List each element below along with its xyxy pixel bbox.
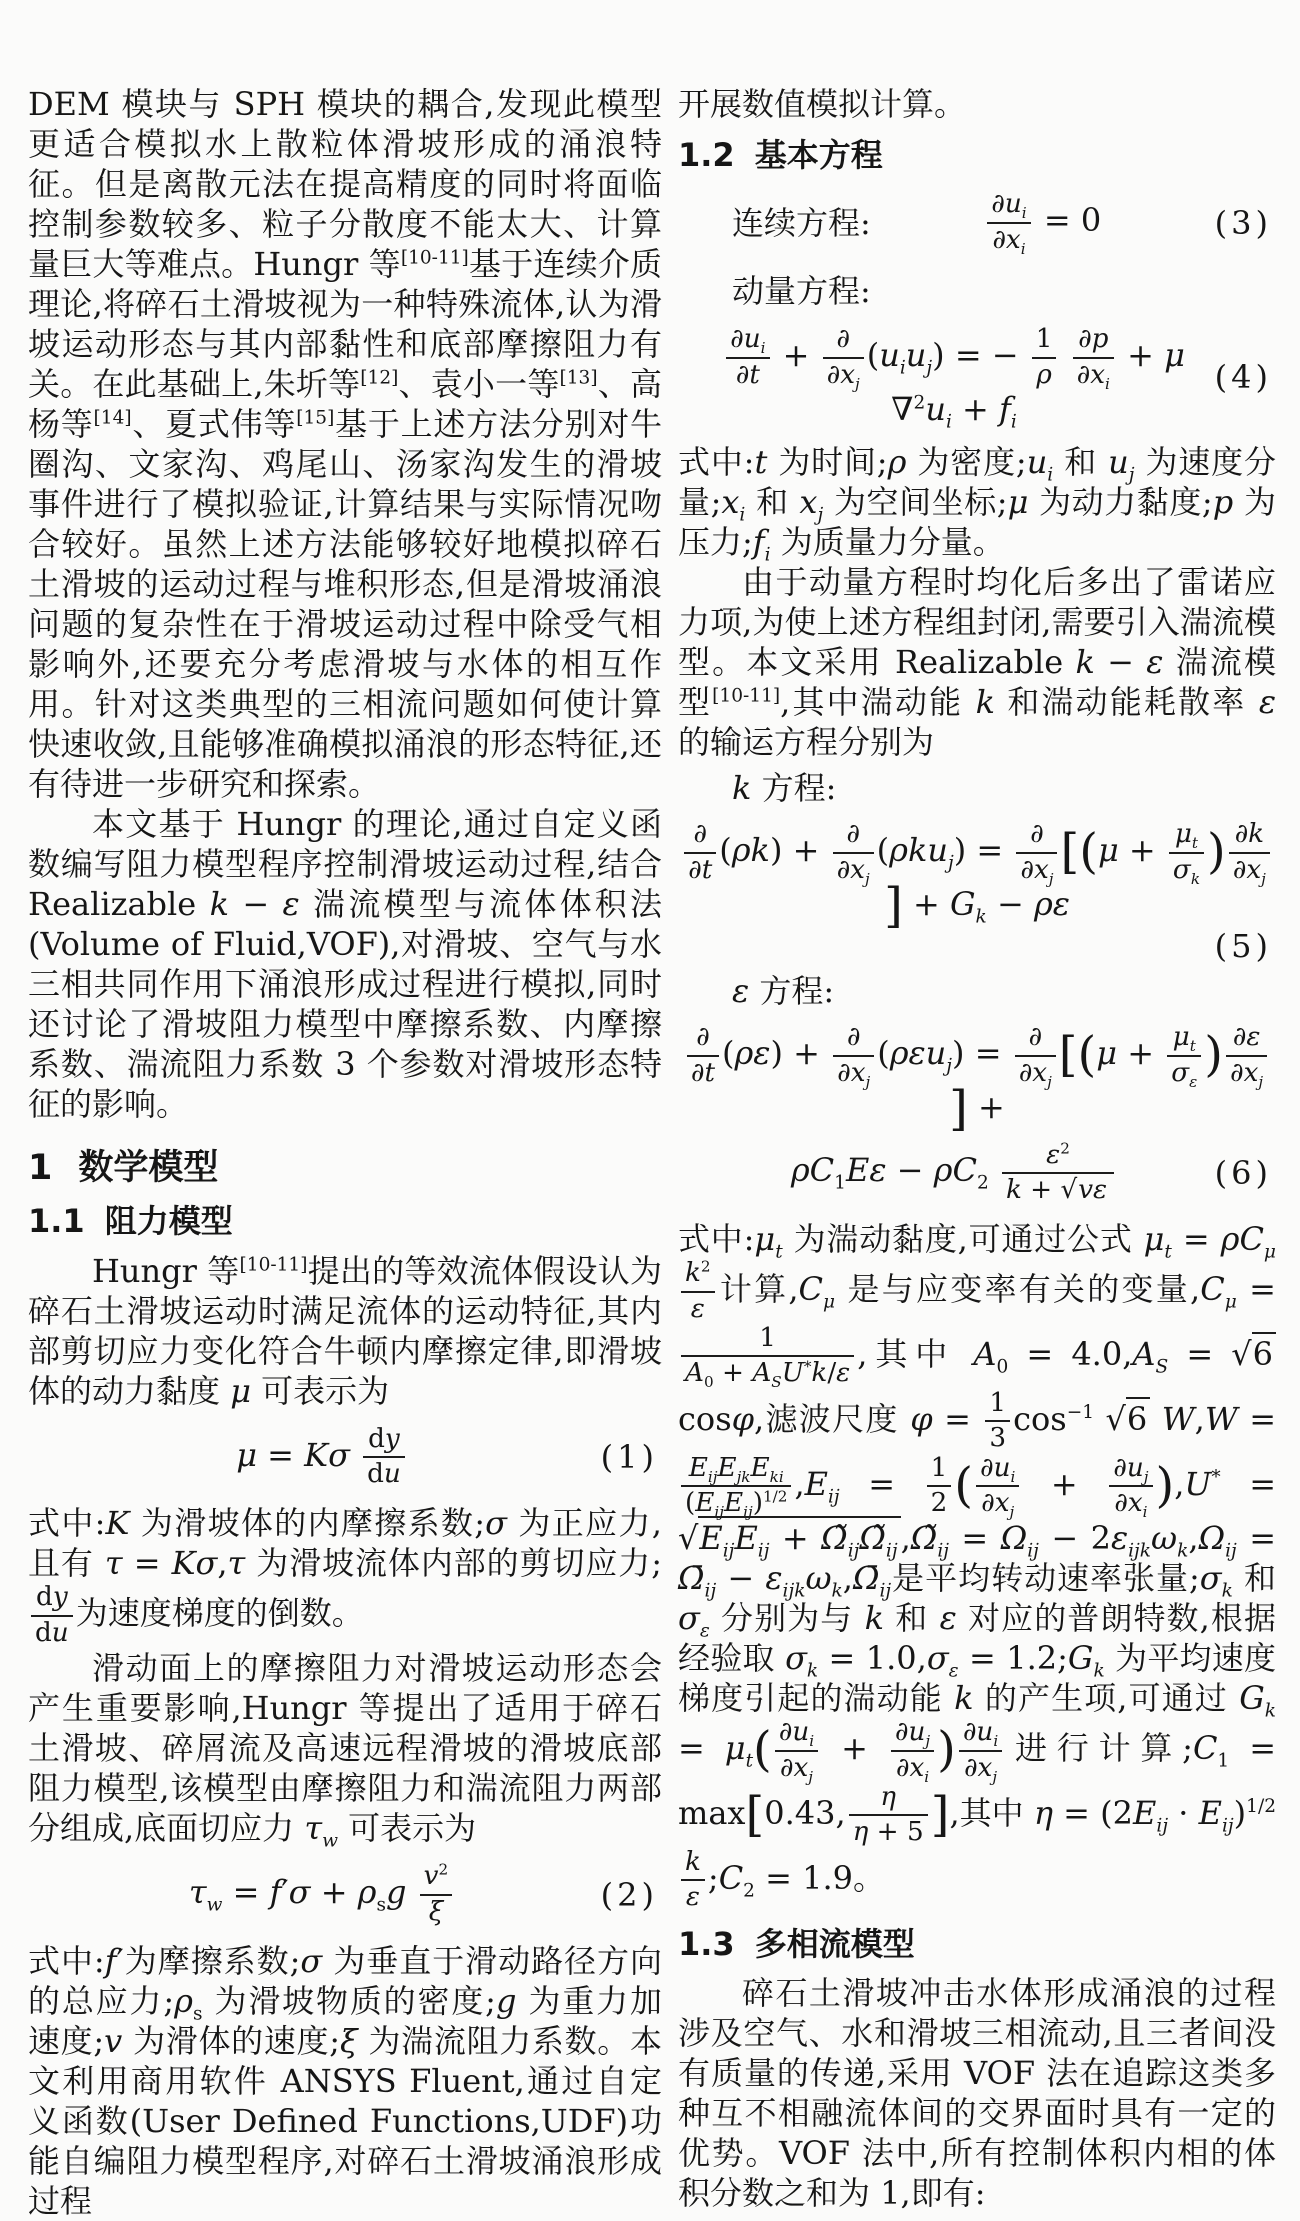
subsection-heading-resistance-model [28, 1202, 662, 1240]
subsection-title: 多相流模型 [754, 1924, 915, 1963]
equation-6-number: (6) [1214, 1153, 1272, 1192]
turbulence-model-paragraph: 由于动量方程时均化后多出了雷诺应力项,为使上述方程组封闭,需要引入湍流模型。本文采用 Realizable k − ε 湍流模型[10-11],其中湍动能 k 和湍动能耗散率 ε 的输运方程分别为 [678, 563, 1276, 762]
subsection-number: 1.3 [678, 1924, 735, 1963]
equation-6-line1: ∂ ∂t (ρε) + ∂ $\partial x_j$ (ρεu$_j$) = ∂ $\partial x_j$ [(μ + $\frac{\mu_t}{\sigma_\varepsilon}$ ) $\frac{\partial\varepsilon}{\partial x_j}$ ] + [678, 1023, 1276, 1126]
subsection-title: 阻力模型 [104, 1202, 233, 1241]
section-title: 数学模型 [78, 1148, 219, 1188]
equation-4 [678, 324, 1276, 433]
left-column [28, 84, 663, 2220]
equation-3-body: $\frac{\partial u_i}{\partial x_i}$ = 0 [871, 190, 1215, 255]
equation-2-variables-paragraph: 式中:f′为摩擦系数;σ 为垂直于滑动路径方向的总应力$;\rho_s$ 为滑坡物质的密度;g 为重力加速度;v 为滑体的速度;ξ 为湍流阻力系数。本文利用商用软件 ANSYS Fluent,通过自定义函数(User Defined Functions,UDF)功能自编阻力模型程序,对碎石土滑坡涌浪形成过程 [28, 1941, 662, 2220]
equation-6-variables-paragraph: 式中$:\mu_t$ 为湍动黏度,可通过公式 $\mu_t = \rho C_\mu$ $\frac{k^2}{\varepsilon}$ 计算$,C_\mu$ 是与应变率有关的变量$,C_\mu$ = 1 $A_0 + A_SU^*k/\varepsilon$ ,其中 $A_0 = 4.0,A_S = √6$ cosφ,滤波尺度 φ = $\frac{1}{3}$ $\cos^{-1} √6$ W,W = $E_{ij}E_{jk}E_{ki}$ $(E_{ij}E_{ij})^{1/2}$ $,E_{ij}$ = $\frac{1}{2}$ ( $\frac{\partial u_i}{\partial x_j}$ + $\frac{\partial u_j}{\partial x_i}$ )$,U^* = √E_{ij}E_{ij}$ + $\Omegã_{ij}\Omegã_{ij},\Omegã_{ij} = \Omega_{ij} - 2\varepsilon_{ijk}\omega_k,\Omega_{ij}$ = $\Omegā_{ij}$ − $\varepsilon_{ijk}\omega_k,\Omegā_{ij}$是平均转动速率张量$;\sigma_k$ 和 $\sigma_\varepsilon$ 分别为与 k 和 ε 对应的普朗特数,根据经验取 $\sigma_k = 1.0,\sigma_\varepsilon$ = $1.2;G_k$ 为平均速度梯度引起的湍动能 k 的产生项,可通过 $G_k = \mu_t$( $\frac{\partial u_i}{\partial x_j}$ + $\frac{\partial u_j}{\partial x_i}$ ) $\frac{\partial u_i}{\partial x_j}$ 进行计算$;C_1 = \max[0.43$, $\frac{\eta}{\eta + 5}$ ],其中 $\eta = (2E_{ij} \cdot E_{ij})^{1/2}$ $\frac{k}{\varepsilon}$ $;C_2 = 1.9$。 [678, 1220, 1277, 1913]
epsilon-equation-label: ε 方程: [732, 972, 835, 1011]
equation-5-number: (5) [1214, 927, 1272, 966]
intro-paragraph: 本文基于 Hungr 的理论,通过自定义函数编写阻力模型程序控制滑坡运动过程,结合 Realizable k − ε 湍流模型与流体体积法(Volume of Fluid,VOF),对滑坡、空气与水三相共同作用下涌浪形成过程进行模拟,同时还讨论了滑坡阻力模型中摩擦系数、内摩擦系数、湍流阻力系数 3 个参数对滑坡形态特征的影响。 [28, 805, 663, 1123]
equation-4-body: $\frac{\partial u_i}{\partial t}$ + ∂ $\partial x_j$ $(u_iu_j)$ = − $\frac{1}{\rho}$ $\frac{\partial p}{\partial x_i}$ + μ $\nabla^2u_i + f_i$ [723, 336, 1185, 428]
subsection-heading-multiphase-model [678, 1925, 1276, 1963]
right-column [678, 84, 1277, 2212]
momentum-equation-label: 动量方程: [732, 272, 871, 311]
equation-1-variables-paragraph: 式中:K 为滑坡体的内摩擦系数;σ 为正应力,且有 τ = Kσ,τ 为滑坡流体内部的剪切应力; $\frac{dy}{du}$ 为速度梯度的倒数。 [28, 1504, 662, 1648]
subsection-number: 1.2 [678, 136, 735, 174]
subsection-heading-basic-equations [678, 136, 1276, 174]
equation-4-number: (4) [1214, 357, 1272, 396]
equation-1-body: μ = Kσ $\frac{dy}{du}$ [236, 1436, 408, 1474]
equation-2-body: $\tau_w = f'\sigma + \rho_sg$ $\frac{v^2}{\xi}$ [189, 1873, 455, 1911]
section-heading-math-model [28, 1148, 662, 1188]
continuity-equation-label: 连续方程: [732, 203, 871, 242]
subsection-number: 1.1 [28, 1202, 85, 1241]
equation-1 [28, 1425, 662, 1490]
equation-4-variables-paragraph: 式中:t 为时间;ρ 为密度$;u_i$ 和 $u_j$ 为速度分量$;x_i$ 和 $x_j$ 为空间坐标;μ 为动力黏度;p 为压力$;f_i$ 为质量力分量。 [678, 443, 1276, 566]
section-number: 1 [28, 1148, 53, 1188]
k-equation-label: k 方程: [732, 769, 837, 808]
carryover-paragraph: 开展数值模拟计算。 [678, 85, 967, 123]
equation-2-number: (2) [600, 1875, 658, 1914]
equation-6-body: $\rho C_1E\varepsilon - \rho C_2$ $\frac{\varepsilon^2}{k + √v\varepsilon}$ [791, 1151, 1117, 1189]
subsection-title: 基本方程 [754, 136, 883, 174]
equation-5-body: ∂ ∂t (ρk) + ∂ $\partial x_j$ (ρku$_j$) = ∂ $\partial x_j$ [(μ + $\frac{\mu_t}{\sigma_k}$ ) $\frac{\partial k}{\partial x_j}$ ] + $G_k - \rho\varepsilon$ [678, 820, 1276, 923]
continuation-paragraph: DEM 模块与 SPH 模块的耦合,发现此模型更适合模拟水上散粒体滑坡形成的涌浪特征。但是离散元法在提高精度的同时将面临控制参数较多、粒子分散度不能太大、计算量巨大等难点。Hungr 等[10-11]基于连续介质理论,将碎石土滑坡视为一种特殊流体,认为滑坡运动形态与其内部黏性和底部摩擦阻力有关。在此基础上,朱圻等[12]、袁小一等[13]、高杨等[14]、夏式伟等[15]基于上述方法分别对牛圈沟、文家沟、鸡尾山、汤家沟发生的滑坡事件进行了模拟验证,计算结果与实际情况吻合较好。虽然上述方法能够较好地模拟碎石土滑坡的运动过程与堆积形态,但是滑坡涌浪问题的复杂性在于滑坡运动过程中除受气相影响外,还要充分考虑滑坡与水体的相互作用。针对这类典型的三相流问题如何使计算快速收敛,且能够准确模拟涌浪的形态特征,还有待进一步研究和探索。 [28, 85, 662, 803]
equation-3 [678, 189, 1276, 258]
basal-resistance-paragraph: 滑动面上的摩擦阻力对滑坡运动形态会产生重要影响,Hungr 等提出了适用于碎石土滑坡、碎屑流及高速远程滑坡的滑坡底部阻力模型,该模型由摩擦阻力和湍流阻力两部分组成,底面切应力 $\tau_w$ 可表示为 [28, 1649, 662, 1852]
equation-1-number: (1) [600, 1437, 658, 1476]
resistance-model-paragraph: Hungr 等[10-11]提出的等效流体假设认为碎石土滑坡运动时满足流体的运动特征,其内部剪切应力变化符合牛顿内摩擦定律,即滑坡体的动力黏度 μ 可表示为 [28, 1251, 662, 1410]
equation-2 [28, 1862, 662, 1927]
vof-paragraph: 碎石土滑坡冲击水体形成涌浪的过程涉及空气、水和滑坡三相流动,且三者间没有质量的传递,采用 VOF 法在追踪这类多种互不相融流体间的交界面时具有一定的优势。VOF 法中,所有控制体积内相的体积分数之和为 1,即有: [678, 1973, 1276, 2212]
equation-6-line2 [678, 1138, 1276, 1206]
equation-3-number: (3) [1214, 203, 1272, 242]
